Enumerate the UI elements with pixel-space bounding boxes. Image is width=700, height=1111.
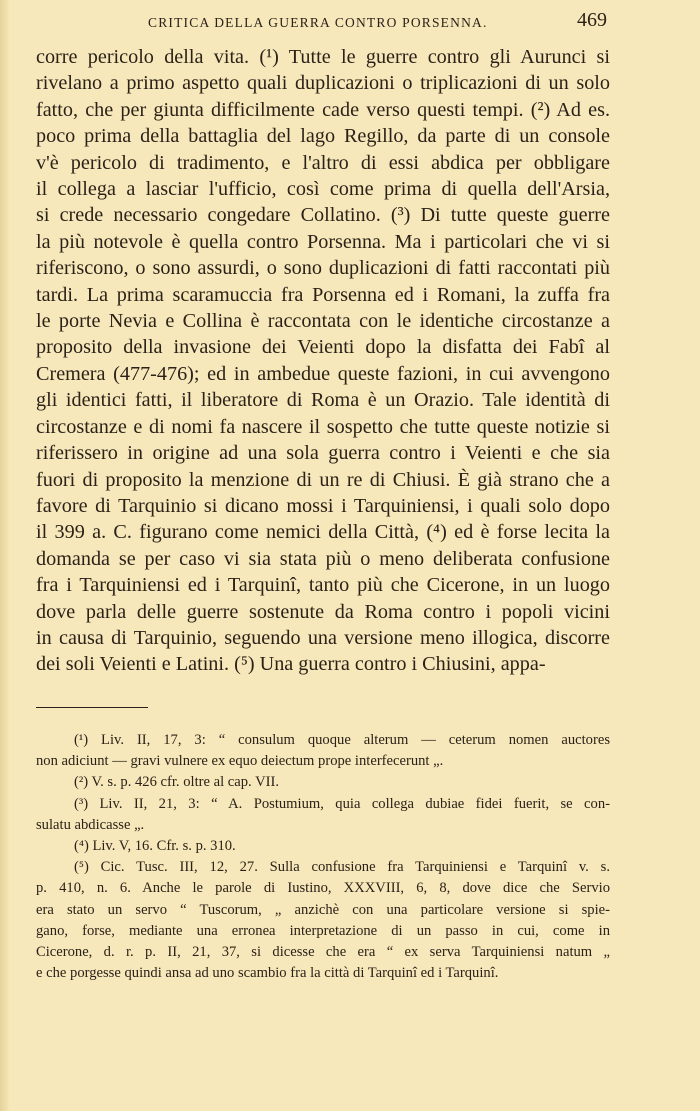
body-line: Cremera (477-476); ed in ambedue queste fazioni, in cui avvengono	[36, 362, 610, 385]
body-line: proposito della invasione dei Veienti dopo la disfatta dei Fabî al	[36, 336, 610, 359]
running-head	[0, 9, 700, 39]
body-line: in causa di Tarquinio, seguendo una versione meno illogica, discorre	[36, 626, 610, 649]
footnote-line: era stato un servo “ Tuscorum, „ anzichè con una particolare versione si spie-	[36, 901, 610, 918]
body-line: le porte Nevia e Collina è raccontata con le identiche circostanze a	[36, 310, 610, 333]
body-line: fuori di proposito la menzione di un re di Chiusi. È già strano che a	[36, 468, 610, 491]
footnotes	[36, 730, 610, 984]
body-line: favore di Tarquinio si dicano mossi i Tarquiniensi, i quali solo dopo	[36, 494, 610, 517]
body-line: riferiscono, o sono assurdi, o sono duplicazioni di fatti raccontati più	[36, 257, 610, 280]
body-line: il collega a lasciar l'ufficio, così come prima di quella dell'Arsia,	[36, 178, 610, 201]
footnote-line: p. 410, n. 6. Anche le parole di Iustino, XXXVIII, 6, 8, dove dice che Servio	[36, 880, 610, 897]
footnote-2	[36, 772, 610, 793]
footnote-line: (³) Liv. II, 21, 3: “ A. Postumium, quia collega dubiae fidei fuerit, se con-	[74, 795, 610, 812]
running-title: CRITICA DELLA GUERRA CONTRO PORSENNA.	[148, 15, 488, 30]
body-line: poco prima della battaglia del lago Regillo, da parte di un console	[36, 125, 610, 148]
body-text	[36, 44, 610, 678]
body-line: gli identici fatti, il liberatore di Roma è un Orazio. Tale identità di	[36, 389, 610, 412]
body-line: tardi. La prima scaramuccia fra Porsenna ed i Romani, la zuffa fra	[36, 283, 610, 306]
page-edge	[0, 0, 10, 1111]
body-line: riferissero in origine ad una sola guerra contro i Veienti e che sia	[36, 442, 610, 465]
body-line: fatto, che per giunta difficilmente cade verso questi tempi. (²) Ad es.	[36, 98, 610, 121]
body-line: rivelano a primo aspetto quali duplicazioni o triplicazioni di un solo	[36, 72, 610, 95]
footnote-line: sulatu abdicasse „.	[36, 816, 145, 833]
body-line: la più notevole è quella contro Porsenna. Ma i particolari che vi si	[36, 230, 610, 253]
body-line: dei soli Veienti e Latini. (⁵) Una guerra contro i Chiusini, appa-	[36, 653, 546, 676]
footnote-1	[36, 730, 610, 772]
body-line: il 399 a. C. figurano come nemici della Città, (⁴) ed è forse lecita la	[36, 521, 610, 544]
body-line: si crede necessario congedare Collatino. (³) Di tutte queste guerre	[36, 204, 610, 227]
footnote-line: e che porgesse quindi ansa ad uno scambio fra la città di Tarquinî ed i Tarquinî.	[36, 965, 499, 982]
footnote-line: gano, forse, mediante una erronea interpretazione di un passo in cui, come in	[36, 922, 610, 939]
footnote-line: (²) V. s. p. 426 cfr. oltre al cap. VII.	[74, 774, 279, 791]
footnote-line: Cicerone, d. r. p. II, 21, 37, si dicesse che era “ ex serva Tarquiniensi natum „	[36, 944, 610, 961]
footnote-3	[36, 794, 610, 836]
footnote-line: non adiciunt — gravi vulnere ex equo deiectum prope interfecerunt „.	[36, 753, 444, 770]
footnote-line: (⁵) Cic. Tusc. III, 12, 27. Sulla confusione fra Tarquiniensi e Tarquinî v. s.	[74, 859, 610, 876]
footnote-4	[36, 836, 610, 857]
footnote-5	[36, 857, 610, 984]
body-line: dove parla delle guerre sostenute da Roma contro i popoli vicini	[36, 600, 610, 623]
footnote-line: (⁴) Liv. V, 16. Cfr. s. p. 310.	[74, 838, 236, 855]
body-line: domanda se per caso vi sia stata più o meno deliberata confusione	[36, 547, 610, 570]
body-line: corre pericolo della vita. (¹) Tutte le guerre contro gli Aurunci si	[36, 46, 610, 68]
footnote-line: (¹) Liv. II, 17, 3: “ consulum quoque alterum — ceterum nomen auctores	[74, 732, 610, 748]
body-line: circostanze e di nomi fa nascere il sospetto che tutte queste notizie si	[36, 415, 610, 438]
body-line: v'è pericolo di tradimento, e l'altro di essi abdica per obbligare	[36, 151, 610, 174]
page-number: 469	[577, 9, 607, 31]
footnote-divider	[36, 707, 148, 708]
body-line: fra i Tarquiniensi ed i Tarquinî, tanto più che Cicerone, in un luogo	[36, 574, 610, 597]
